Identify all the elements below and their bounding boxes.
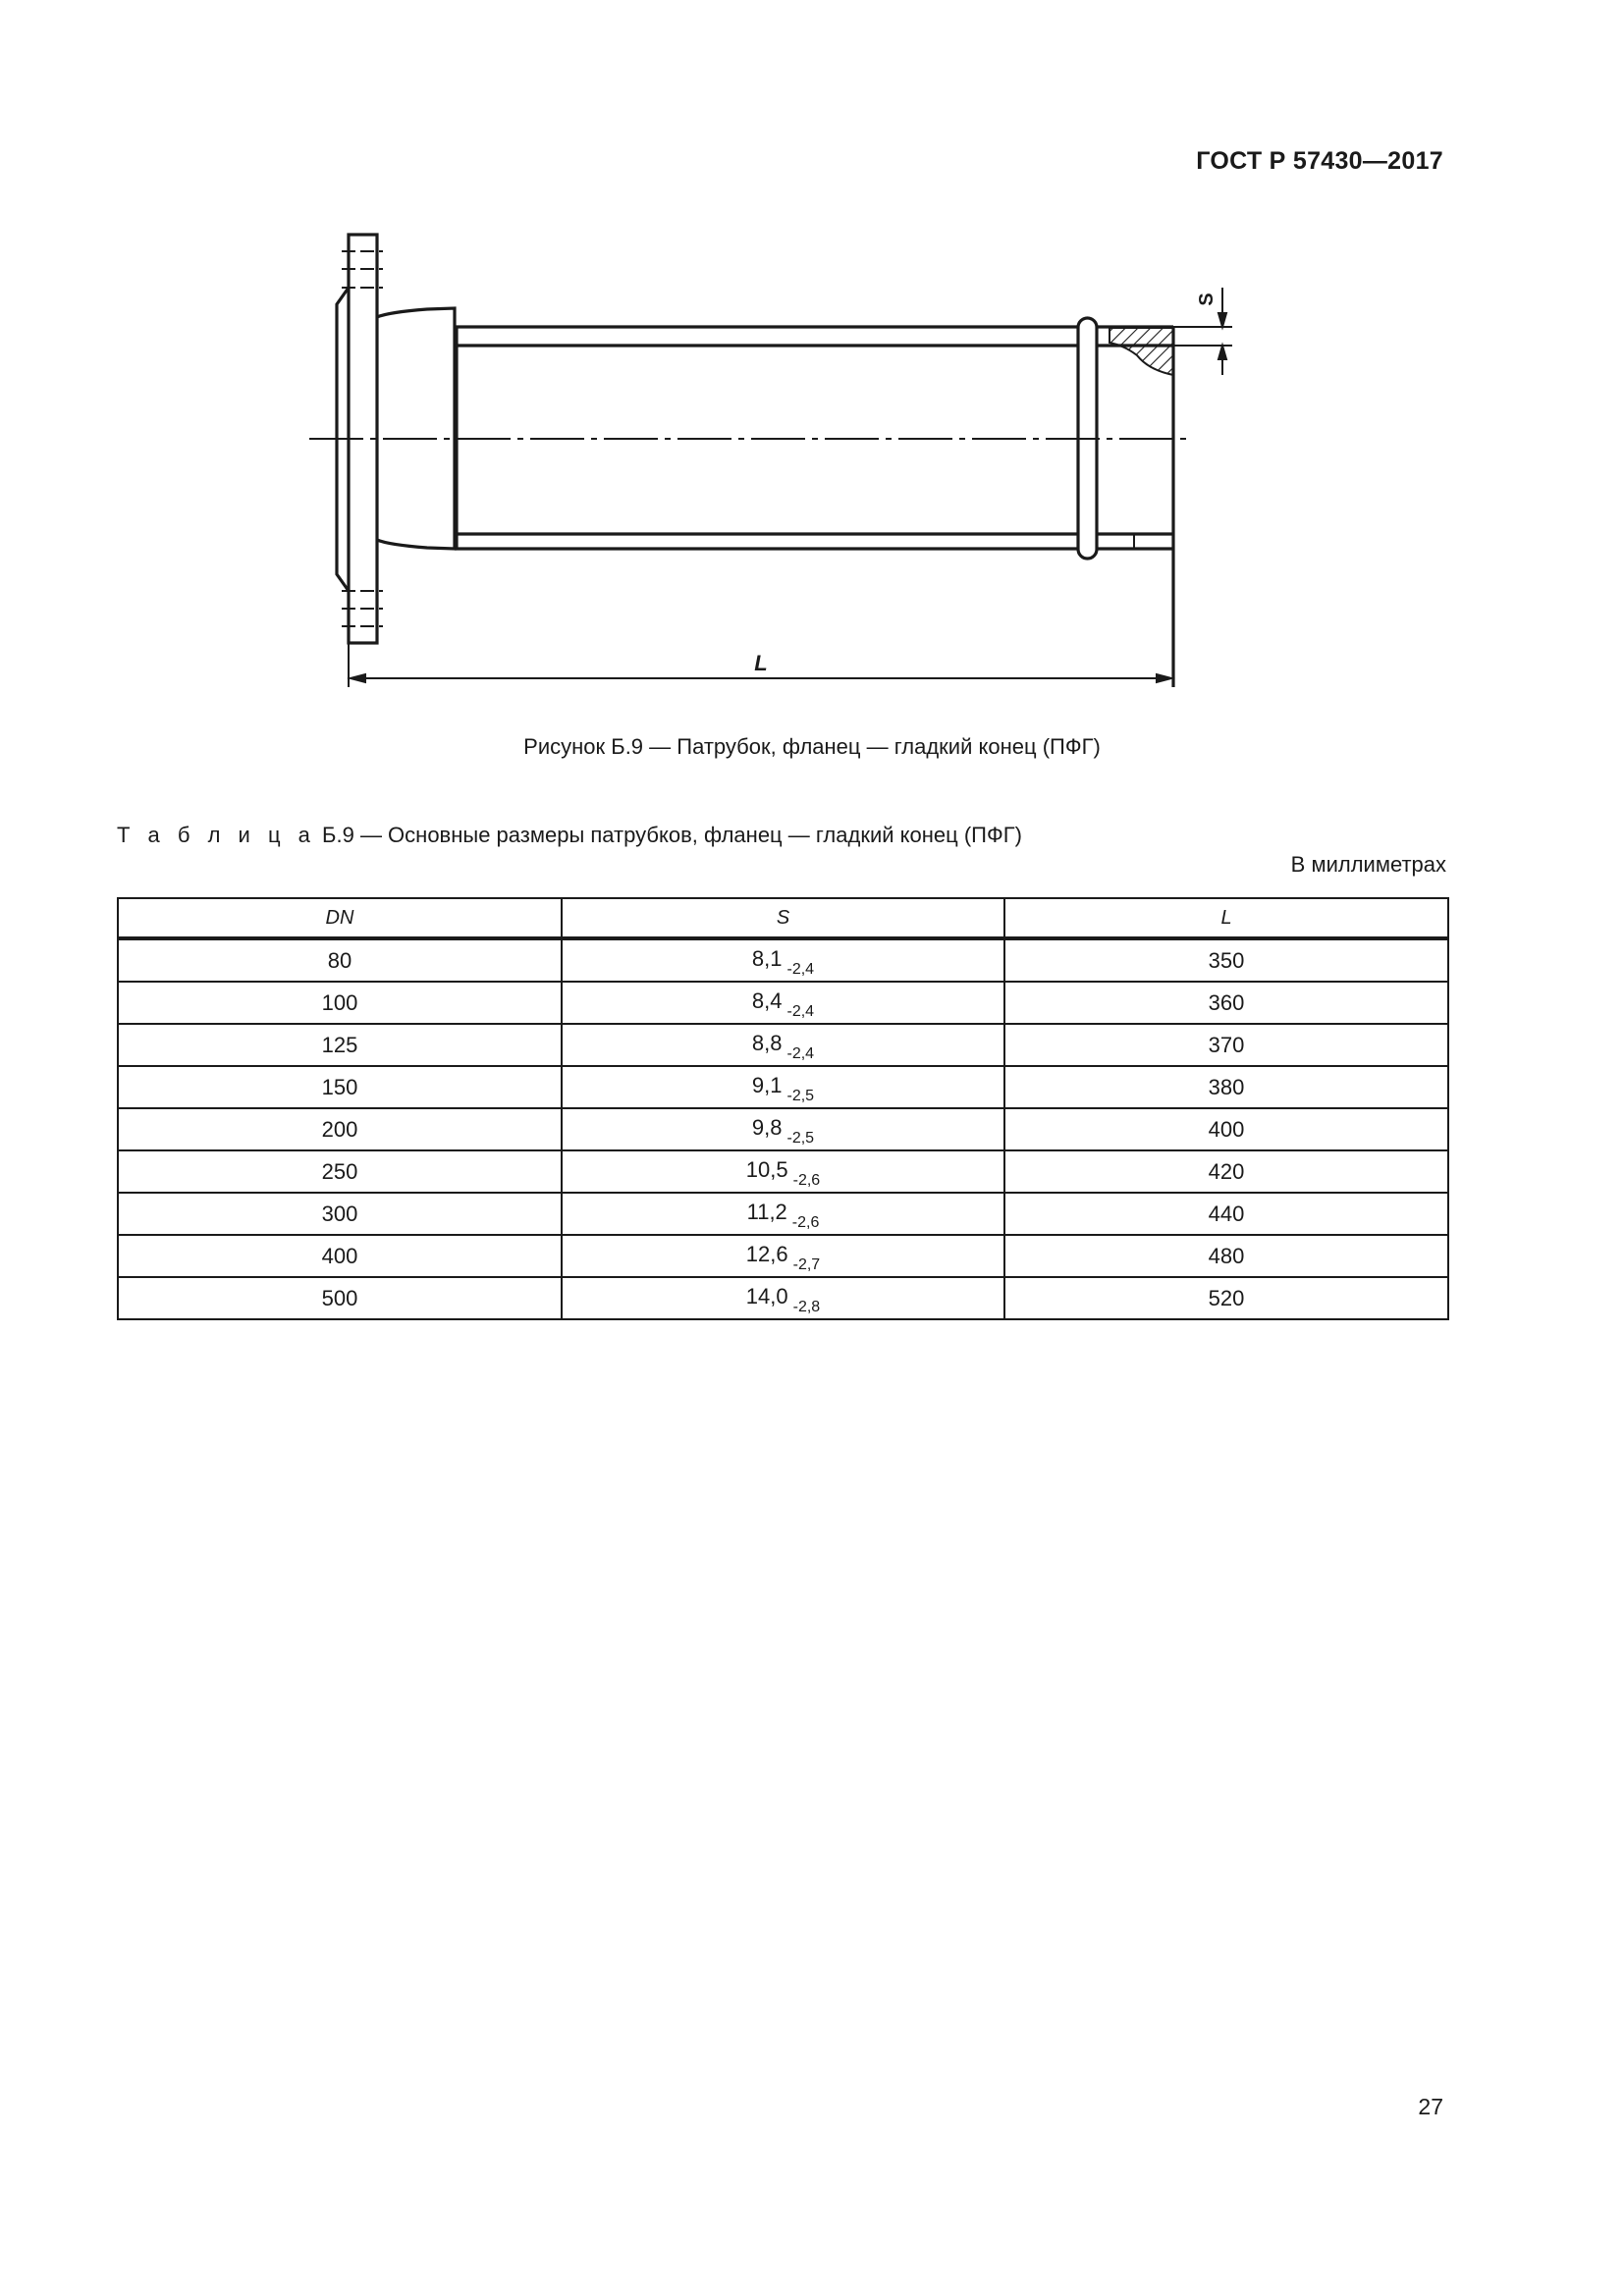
table-row (118, 1066, 1448, 1108)
cell-dn: 100 (118, 982, 562, 1024)
table-label: Т а б л и ц а (117, 823, 316, 847)
figure-caption: Рисунок Б.9 — Патрубок, фланец — гладкий конец (ПФГ) (523, 734, 1101, 759)
cell-s-tolerance: -2,8 (792, 1299, 821, 1315)
table-row (118, 1024, 1448, 1066)
cell-s-value: 8,1 (751, 946, 783, 971)
table-units: В миллиметрах (1290, 852, 1446, 877)
cell-s-value: 8,4 (751, 988, 783, 1013)
cell-s-tolerance: -2,6 (791, 1214, 820, 1231)
cell-dn: 150 (118, 1066, 562, 1108)
cell-s-tolerance: -2,4 (786, 961, 815, 978)
cell-s-value: 11,2 (746, 1200, 787, 1224)
table-row (118, 1108, 1448, 1150)
table-row (118, 1235, 1448, 1277)
cell-l: 440 (1004, 1193, 1448, 1235)
col-header-dn: DN (118, 898, 562, 938)
cell-l: 520 (1004, 1277, 1448, 1319)
cell-dn: 80 (118, 938, 562, 982)
table-header-row (118, 898, 1448, 938)
cell-dn: 300 (118, 1193, 562, 1235)
cell-s-tolerance: -2,6 (792, 1172, 821, 1189)
cell-s-value: 12,6 (745, 1242, 788, 1266)
table-row (118, 1277, 1448, 1319)
col-header-s: S (562, 898, 1004, 938)
cell-s (562, 1235, 1004, 1277)
table-row (118, 1193, 1448, 1235)
cell-dn: 200 (118, 1108, 562, 1150)
cell-s (562, 1066, 1004, 1108)
cell-s (562, 1108, 1004, 1150)
cell-s (562, 1193, 1004, 1235)
table-row (118, 1150, 1448, 1193)
dim-l-label: L (754, 651, 768, 675)
cell-s-tolerance: -2,4 (786, 1045, 815, 1062)
cell-l: 420 (1004, 1150, 1448, 1193)
wall-section (1110, 328, 1173, 375)
cell-s (562, 1277, 1004, 1319)
cell-s-value: 9,1 (751, 1073, 783, 1097)
pipe-drawing (295, 221, 1237, 712)
cell-l: 350 (1004, 938, 1448, 982)
table-row (118, 938, 1448, 982)
cell-s-tolerance: -2,5 (786, 1088, 815, 1104)
table-title-text: Б.9 — Основные размеры патрубков, фланец — гладкий конец (ПФГ) (322, 823, 1022, 847)
cell-s-tolerance: -2,5 (786, 1130, 815, 1147)
cell-s (562, 1150, 1004, 1193)
cell-s-value: 10,5 (745, 1157, 788, 1182)
cell-l: 380 (1004, 1066, 1448, 1108)
dimensions-table (117, 897, 1449, 1320)
dim-s-label: S (1196, 293, 1218, 306)
page-number: 27 (1418, 2094, 1443, 2119)
table-row (118, 982, 1448, 1024)
document-number: ГОСТ Р 57430—2017 (1196, 147, 1443, 175)
cell-s-value: 9,8 (751, 1115, 783, 1140)
cell-s (562, 1024, 1004, 1066)
cell-dn: 125 (118, 1024, 562, 1066)
cell-s (562, 938, 1004, 982)
cell-l: 480 (1004, 1235, 1448, 1277)
cell-l: 360 (1004, 982, 1448, 1024)
col-header-l: L (1004, 898, 1448, 938)
cell-l: 400 (1004, 1108, 1448, 1150)
cell-l: 370 (1004, 1024, 1448, 1066)
cell-s (562, 982, 1004, 1024)
cell-dn: 250 (118, 1150, 562, 1193)
cell-s-value: 8,8 (751, 1031, 783, 1055)
cell-s-tolerance: -2,7 (792, 1256, 821, 1273)
table-title (117, 823, 1022, 848)
cell-dn: 400 (118, 1235, 562, 1277)
cell-dn: 500 (118, 1277, 562, 1319)
cell-s-tolerance: -2,4 (786, 1003, 815, 1020)
hub (377, 308, 455, 549)
cell-s-value: 14,0 (745, 1284, 788, 1308)
